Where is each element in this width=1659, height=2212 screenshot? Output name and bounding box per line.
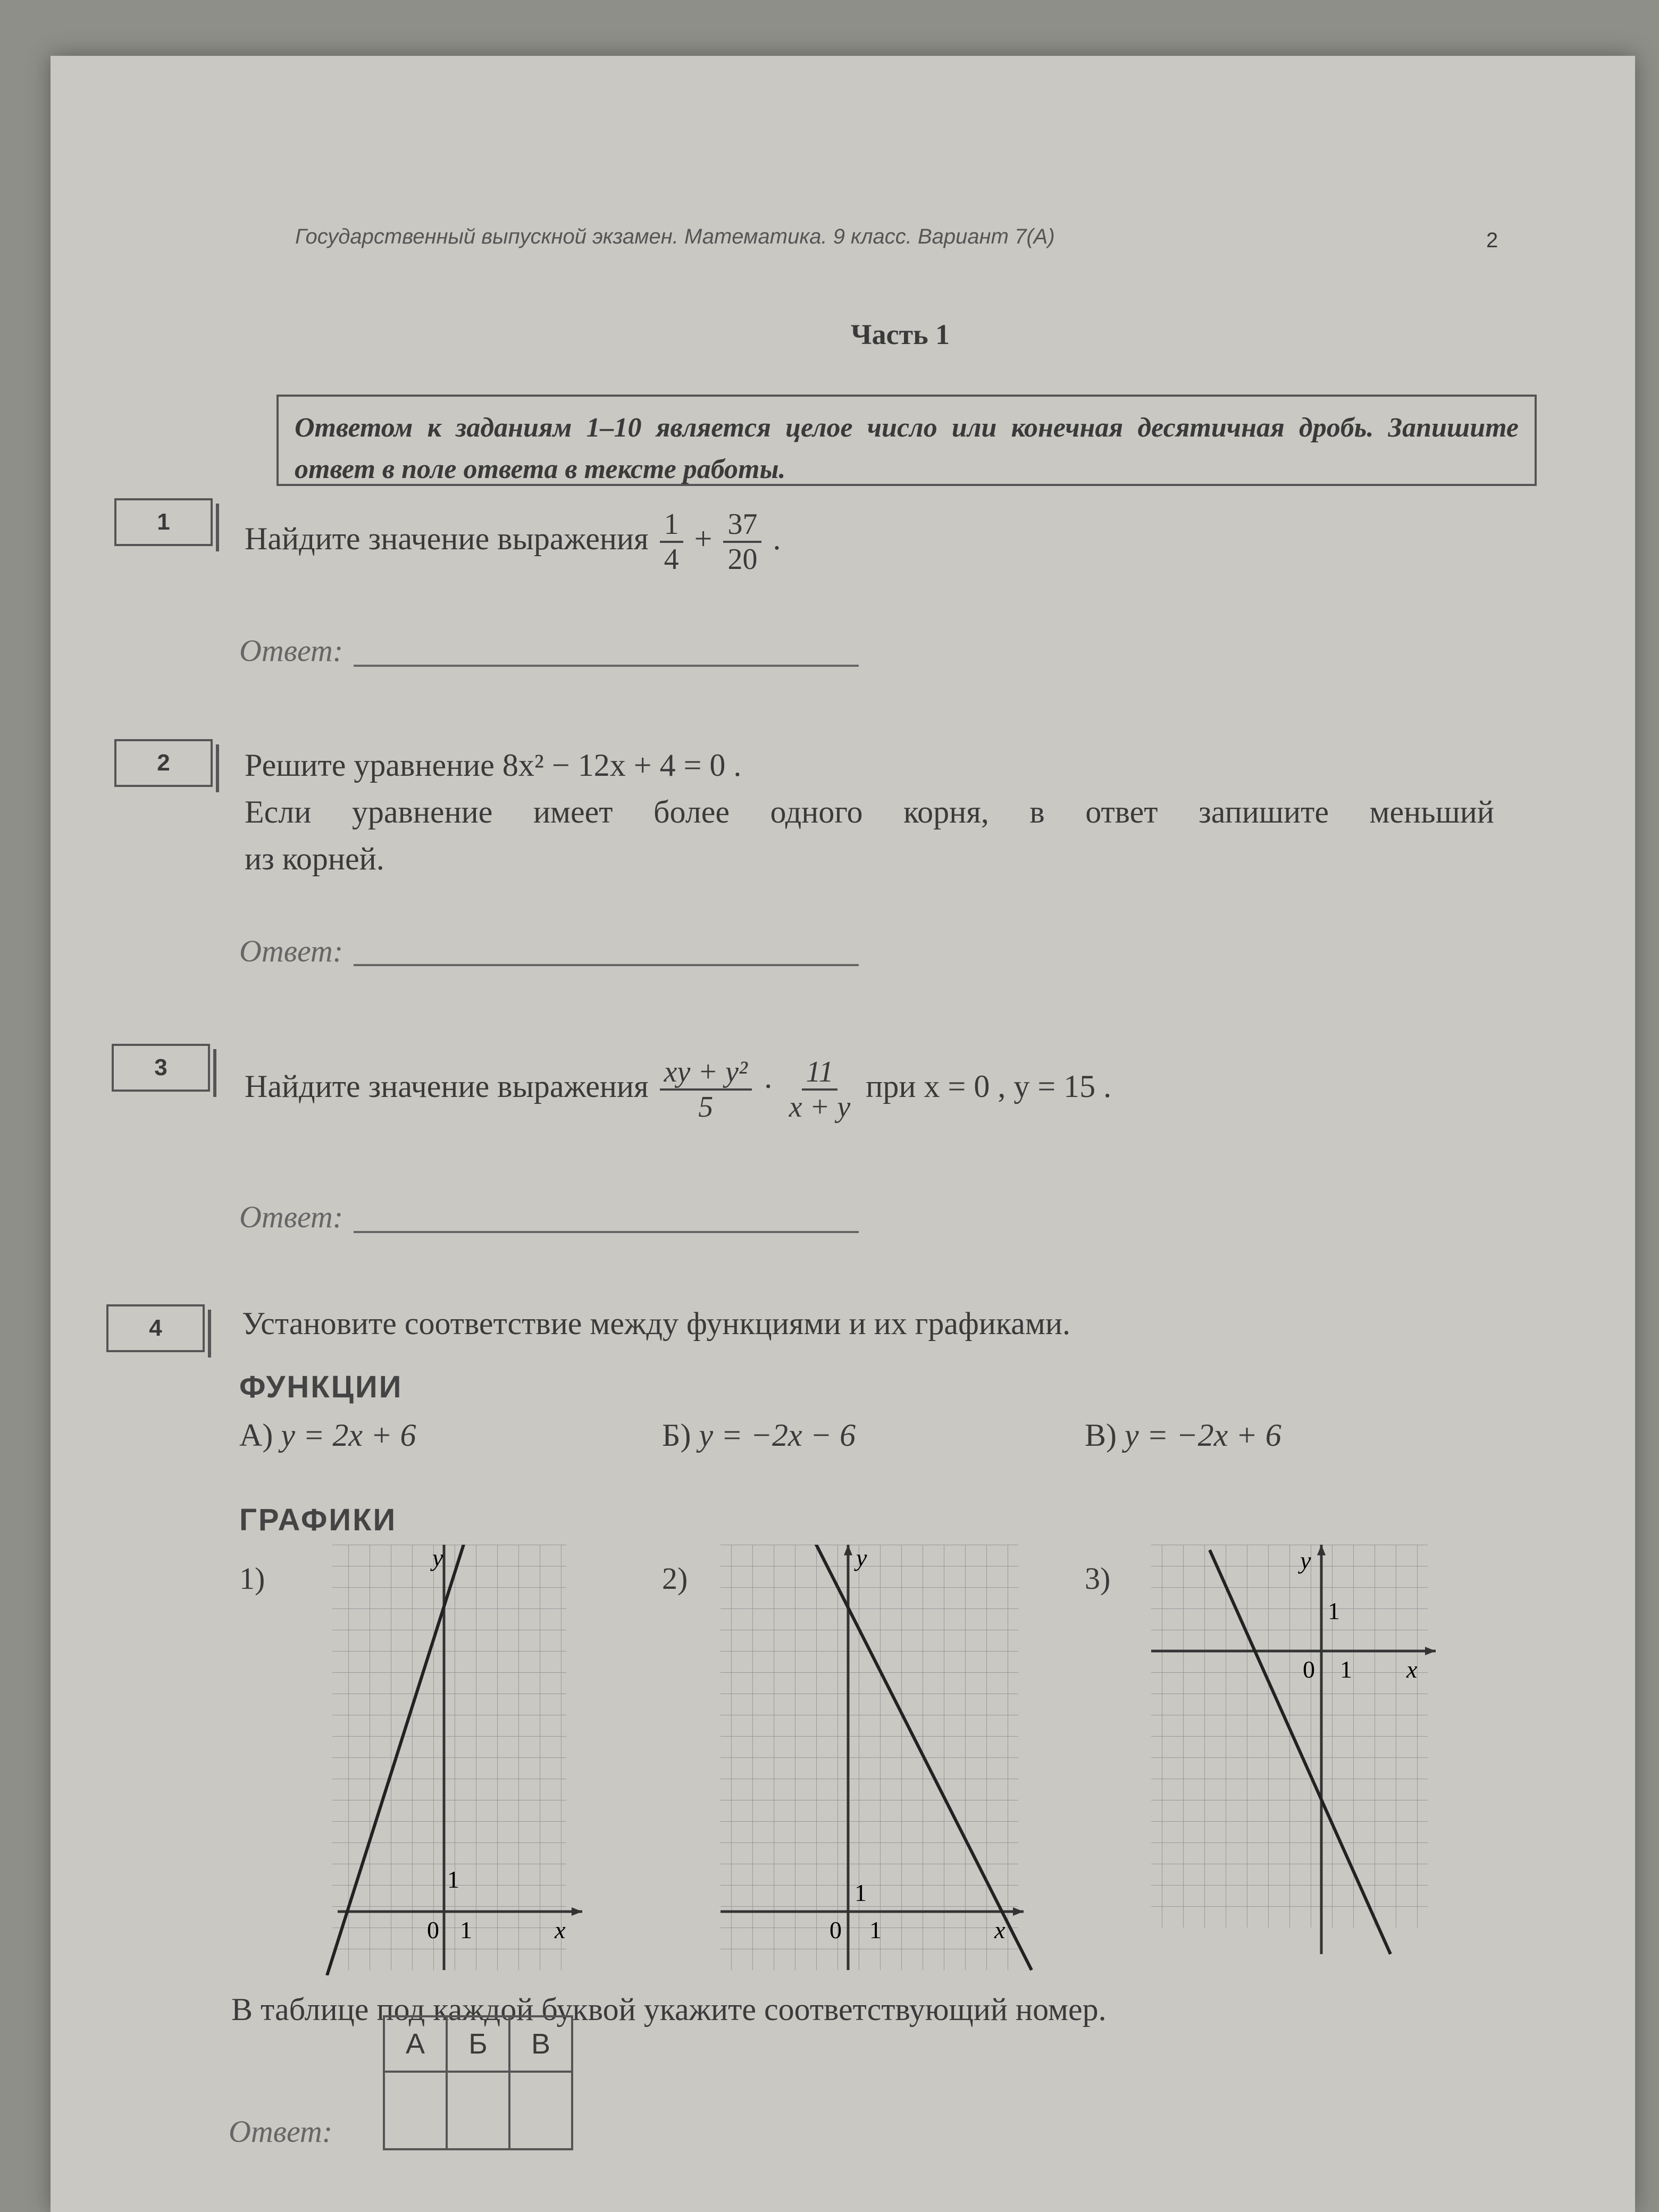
part-title: Часть 1 — [851, 319, 950, 350]
answer-label-1: Ответ: — [239, 633, 343, 668]
x-arrow-icon — [1425, 1647, 1436, 1655]
fraction-denominator: 20 — [727, 543, 758, 576]
task-number-2: 2 — [114, 739, 213, 787]
answer-field-1[interactable] — [354, 665, 859, 667]
functions-heading: ФУНКЦИИ — [239, 1370, 403, 1404]
x-axis-label: x — [994, 1916, 1006, 1943]
fraction-numerator: 1 — [660, 508, 683, 543]
origin-label: 0 — [830, 1916, 842, 1943]
table-header-b: Б — [447, 2016, 509, 2072]
graph-2 — [710, 1545, 1040, 1975]
table-header-row — [384, 2016, 572, 2072]
table-header-a: А — [384, 2016, 447, 2072]
task-number-1: 1 — [114, 498, 213, 546]
y-unit-label: 1 — [1328, 1597, 1340, 1624]
function-b — [662, 1417, 856, 1454]
task-3-condition: при x = 0 , y = 15 . — [866, 1068, 1112, 1104]
x-unit-label: 1 — [460, 1916, 472, 1943]
x-axis-label: x — [555, 1916, 566, 1943]
task-2-line-1: Решите уравнение 8x² − 12x + 4 = 0 . — [245, 748, 742, 783]
fraction-denominator: 4 — [664, 543, 679, 576]
task-1-fraction-1 — [660, 508, 683, 576]
table-instruction: В таблице под каждой буквой укажите соответствующий номер. — [231, 1992, 1107, 2027]
function-formula: y = 2x + 6 — [281, 1418, 416, 1453]
task-1-fraction-2 — [723, 508, 761, 576]
origin-label: 0 — [427, 1916, 439, 1943]
task-3-prompt: Найдите значение выражения — [245, 1068, 649, 1104]
answer-label-2: Ответ: — [239, 934, 343, 968]
answer-field-2[interactable] — [354, 964, 859, 966]
task-3-text — [245, 1055, 1111, 1124]
y-unit-label: 1 — [447, 1866, 459, 1893]
task-1-text — [245, 508, 781, 576]
answer-label-3: Ответ: — [239, 1200, 343, 1234]
task-number-4: 4 — [106, 1304, 205, 1352]
graph-3 — [1141, 1545, 1460, 1975]
function-formula: y = −2x − 6 — [699, 1418, 856, 1453]
function-formula: y = −2x + 6 — [1125, 1418, 1281, 1453]
multiply-dot: · — [763, 1068, 774, 1104]
origin-label: 0 — [1303, 1656, 1315, 1683]
graphs-heading: ГРАФИКИ — [239, 1503, 397, 1537]
task-4-text: Установите соответствие между функциями и их графиками. — [242, 1306, 1070, 1341]
answer-table — [383, 2015, 573, 2150]
instructions-box: Ответом к заданиям 1–10 является целое число или конечная десятичная дробь. Запишите ответ в поле ответа в тексте работы. — [276, 395, 1537, 486]
fraction-denominator: x + y — [789, 1091, 851, 1124]
x-axis-label: x — [1406, 1656, 1418, 1683]
task-number-3: 3 — [112, 1044, 210, 1092]
function-letter: В) — [1085, 1418, 1117, 1453]
y-unit-label: 1 — [854, 1879, 867, 1906]
task-3-fraction-1 — [660, 1055, 752, 1124]
function-v — [1085, 1417, 1281, 1454]
fraction-numerator: 37 — [723, 508, 761, 543]
answer-label-4: Ответ: — [229, 2114, 333, 2149]
task-1-prompt: Найдите значение выражения — [245, 521, 649, 556]
answer-cell-v[interactable] — [509, 2072, 572, 2149]
period: . — [773, 521, 781, 556]
page-number: 2 — [1486, 229, 1498, 252]
y-axis-label: y — [1300, 1547, 1311, 1574]
exam-header: Государственный выпускной экзамен. Математика. 9 класс. Вариант 7(А) — [295, 225, 1055, 248]
function-a — [239, 1417, 416, 1454]
plus-sign: + — [694, 521, 713, 556]
grid — [1151, 1545, 1428, 1928]
task-2-line-3: из корней. — [245, 841, 384, 876]
x-unit-label: 1 — [869, 1916, 882, 1943]
fraction-numerator: 11 — [802, 1055, 838, 1091]
table-answer-row — [384, 2072, 572, 2149]
fraction-denominator: 5 — [698, 1091, 714, 1124]
task-3-fraction-2 — [785, 1055, 855, 1124]
task-2-line-2: Если уравнение имеет более одного корня, в ответ запишите меньший — [245, 794, 1494, 830]
graph-label-2: 2) — [662, 1561, 688, 1596]
graph-label-1: 1) — [239, 1561, 265, 1596]
x-arrow-icon — [572, 1907, 582, 1916]
grid — [332, 1545, 566, 1970]
table-header-v: В — [509, 2016, 572, 2072]
graph-label-3: 3) — [1085, 1561, 1111, 1596]
answer-cell-b[interactable] — [447, 2072, 509, 2149]
answer-field-3[interactable] — [354, 1231, 859, 1233]
x-unit-label: 1 — [1340, 1656, 1352, 1683]
y-axis-label: y — [856, 1545, 867, 1571]
graph-1 — [284, 1545, 604, 1975]
exam-sheet — [51, 56, 1635, 2212]
fraction-numerator: xy + y² — [660, 1055, 752, 1091]
y-axis-label: y — [432, 1545, 443, 1571]
function-letter: А) — [239, 1418, 273, 1453]
function-letter: Б) — [662, 1418, 691, 1453]
grid — [720, 1545, 1018, 1970]
answer-cell-a[interactable] — [384, 2072, 447, 2149]
